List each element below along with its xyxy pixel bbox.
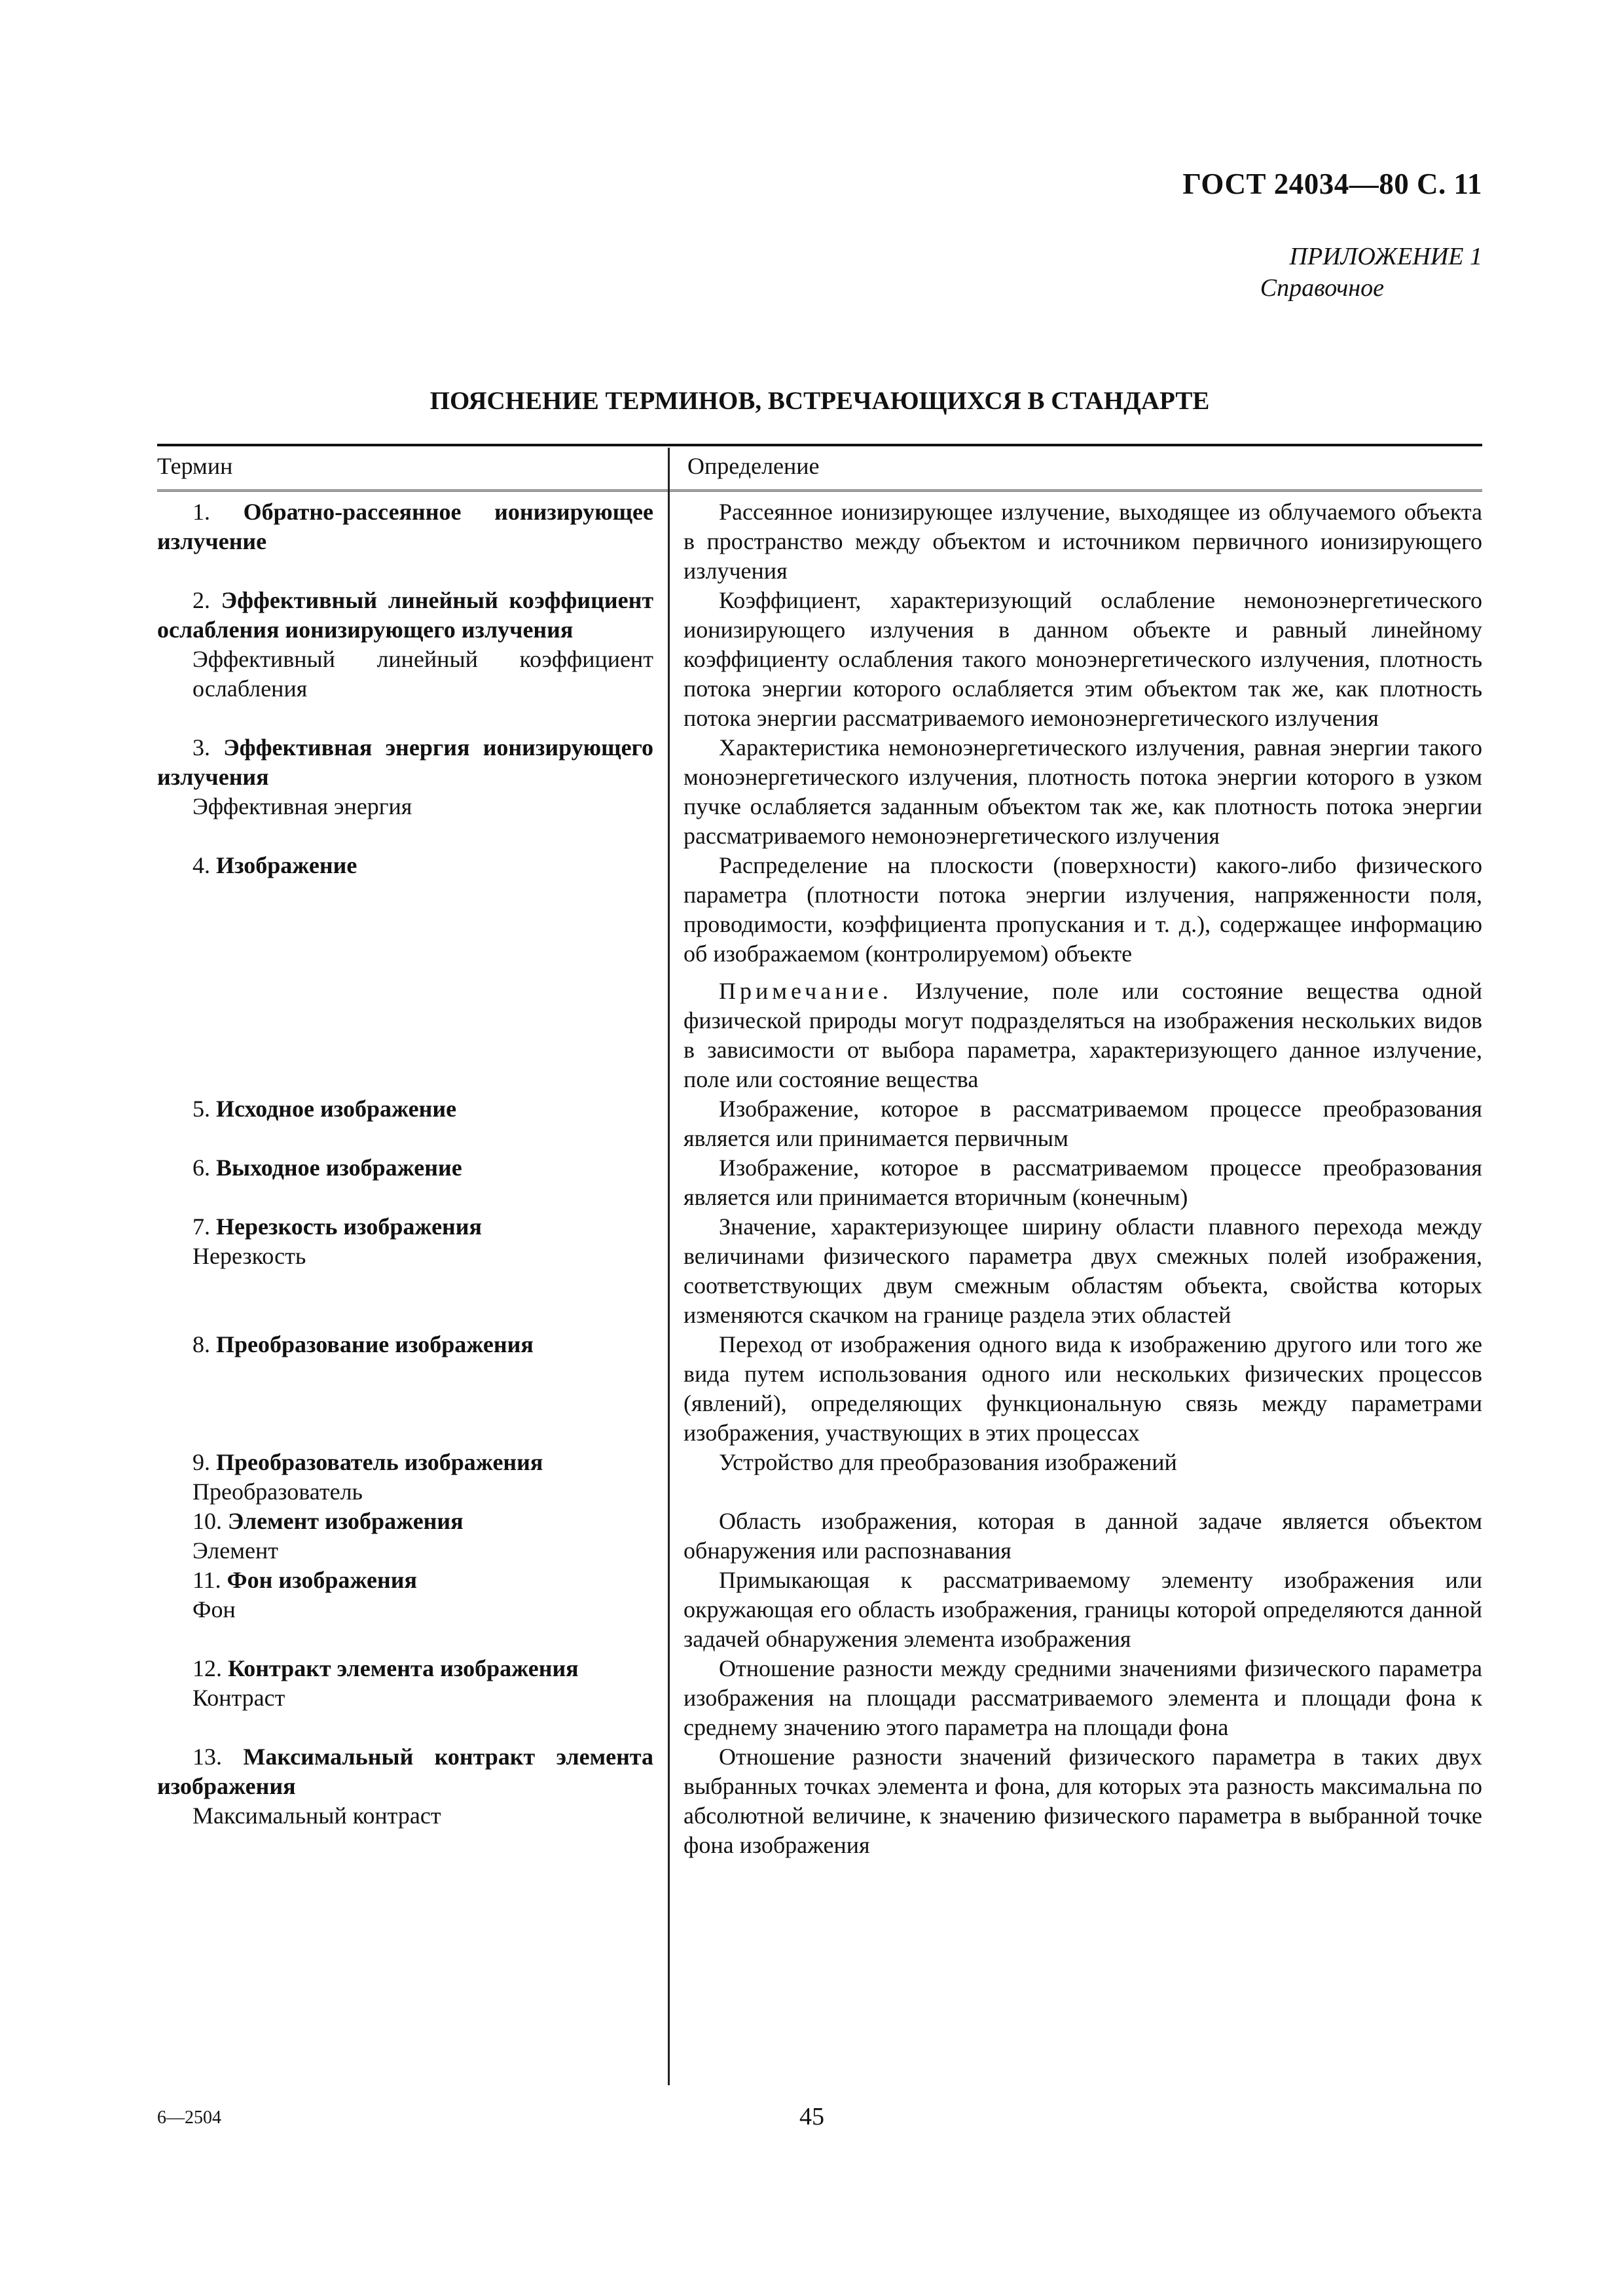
table-row [157,1507,1482,1566]
term-cell [157,851,666,1094]
term-line [157,1566,653,1595]
definition-text: Примыкающая к рассматриваемому элементу изображения или окружающая его область изображения, границы которой определяются данной задачей обнаружения элемента изображения [684,1567,1482,1652]
definition-cell [684,1330,1482,1448]
term-line [157,586,653,645]
definition-cell [684,1654,1482,1742]
term-cell [157,1566,666,1654]
appendix-label [1260,241,1482,304]
term-number: 13. [192,1744,222,1770]
appendix-type: Справочное [1260,274,1384,302]
definition-cell [684,1507,1482,1566]
table-row [157,497,1482,586]
term-line [157,1153,653,1183]
definition-text: Коэффициент, характеризующий ослабление немоноэнергетического ионизирующего излучения в данном объекте и равный линейному коэффициенту ослабления такого моноэнергетического излучения, плотность потока энергии которого ослабляется этим объектом так же, как плотность потока энергии рассматриваемого иемоноэнергетического излучения [684,587,1482,731]
term-number: 3. [192,734,210,761]
table-header-rule [157,490,1482,493]
table-row [157,1742,1482,1860]
term-line [157,1654,653,1683]
term-number: 4. [192,852,210,878]
definition-text: Изображение, которое в рассматриваемом процессе преобразования является или принимается первичным [684,1096,1482,1151]
definition-cell [684,1212,1482,1330]
definition-text: Значение, характеризующее ширину области плавного перехода между величинами физического параметра двух смежных полей изображения, соответствующих двум смежным областям объекта, свойства которых изменяются скачком на границе раздела этих областей [684,1213,1482,1328]
table-row [157,1153,1482,1212]
term-line [157,1212,653,1242]
table-row [157,733,1482,851]
definition-text: Изображение, которое в рассматриваемом процессе преобразования является или принимается вторичным (конечным) [684,1155,1482,1210]
term-cell [157,1448,666,1507]
definition-cell [684,497,1482,586]
term-number: 6. [192,1155,210,1181]
term-line [157,1330,653,1359]
table-row [157,1330,1482,1448]
term-number: 9. [192,1449,210,1475]
term-number: 1. [192,499,210,525]
definition-cell [684,851,1482,1094]
term-line [157,1094,653,1124]
term-cell [157,733,666,851]
term-cell [157,586,666,733]
term-line [157,497,653,556]
definition-note [684,977,1482,1094]
terms-table [157,497,1482,1860]
table-row [157,1448,1482,1507]
table-row [157,1094,1482,1153]
note-text: Излучение, поле или состояние вещества одной физической природы могут подразделяться на изображения нескольких видов в зависимости от выбора параметра, характеризующего данное излучение, поле или состояние вещества [684,978,1482,1092]
table-top-rule [157,444,1482,446]
term-name: Контракт элемента изображения [228,1655,579,1681]
term-line [157,851,653,880]
term-number: 10. [192,1508,222,1534]
term-cell [157,1330,666,1448]
term-synonym: Контраст [192,1685,285,1711]
term-cell [157,1742,666,1860]
definition-cell [684,1448,1482,1507]
term-name: Исходное изображение [216,1096,457,1122]
term-synonym: Фон [192,1596,236,1623]
table-row [157,1566,1482,1654]
column-header-term: Термин [157,453,233,479]
term-name: Эффективная энергия ионизирующего излучения [157,734,654,790]
term-synonym: Эффективный линейный коэффициент ослабления [192,646,653,702]
appendix-title: ПРИЛОЖЕНИЕ 1 [1289,243,1482,270]
term-synonym: Эффективная энергия [192,793,412,819]
term-name: Изображение [216,852,357,878]
term-synonym: Нерезкость [192,1243,306,1269]
definition-text: Отношение разности значений физического параметра в таких двух выбранных точках элемента и фона, для которых эта разность максимальна по абсолютной величине, к значению физического параметра в выбранной точке фона изображения [684,1744,1482,1858]
term-synonym: Преобразователь [192,1479,363,1505]
table-row [157,1654,1482,1742]
definition-cell [684,1742,1482,1860]
term-number: 5. [192,1096,210,1122]
definition-cell [684,1094,1482,1153]
definition-text: Рассеянное ионизирующее излучение, выходящее из облучаемого объекта в пространство между объектом и источником первичного ионизирующего излучения [684,499,1482,584]
term-cell [157,1212,666,1330]
page-number: 45 [799,2103,824,2130]
term-name: Преобразование изображения [216,1331,534,1357]
definition-text: Область изображения, которая в данной задаче является объектом обнаружения или распознавания [684,1508,1482,1564]
table-row [157,586,1482,733]
term-cell [157,497,666,586]
term-name: Максимальный контракт элемента изображения [157,1744,654,1799]
term-number: 12. [192,1655,222,1681]
table-row [157,851,1482,1094]
definition-text: Переход от изображения одного вида к изображению другого или того же вида путем использования одного или нескольких физических процессов (явлений), определяющих функциональную связь между параметрами изображения, участвующих в этих процессах [684,1331,1482,1446]
term-name: Преобразователь изображения [216,1449,543,1475]
term-line [157,733,653,792]
term-number: 7. [192,1213,210,1240]
definition-text: Устройство для преобразования изображений [719,1449,1177,1475]
term-number: 2. [192,587,210,613]
definition-text: Распределение на плоскости (поверхности) какого-либо физического параметра (плотности потока энергии излучения, напряженности поля, проводимости, коэффициента пропускания и т. д.), содержащее информацию об изображаемом (контролируемом) объекте [684,852,1482,967]
term-cell [157,1507,666,1566]
term-name: Обратно-рассеянное ионизирующее излучение [157,499,653,554]
definition-cell [684,1566,1482,1654]
note-label: Примечание. [719,978,892,1004]
term-line [157,1742,653,1801]
term-number: 11. [192,1567,221,1593]
term-name: Эффективный линейный коэффициент ослабления ионизирующего излучения [157,587,654,643]
term-cell [157,1153,666,1212]
term-name: Фон изображения [227,1567,417,1593]
term-number: 8. [192,1331,210,1357]
term-name: Выходное изображение [216,1155,462,1181]
term-line [157,1448,653,1477]
term-cell [157,1094,666,1153]
definition-text: Отношение разности между средними значениями физического параметра изображения на площади рассматриваемого элемента и площади фона к среднему значению этого параметра на площади фона [684,1655,1482,1740]
term-line [157,1507,653,1536]
footer-code: 6—2504 [157,2108,221,2128]
term-synonym: Элемент [192,1537,278,1564]
column-header-definition: Определение [687,453,820,479]
term-cell [157,1654,666,1742]
term-synonym: Максимальный контраст [192,1803,441,1829]
definition-cell [684,1153,1482,1212]
term-name: Элемент изображения [228,1508,464,1534]
document-header: ГОСТ 24034—80 С. 11 [1182,168,1482,200]
definition-text: Характеристика немоноэнергетического излучения, равная энергии такого моноэнергетического излучения, плотность потока энергии которого в узком пучке ослабляется заданным объектом так же, как плотность потока энергии рассматриваемого немоноэнергетического излучения [684,734,1482,849]
term-name: Нерезкость изображения [216,1213,483,1240]
page-title: ПОЯСНЕНИЕ ТЕРМИНОВ, ВСТРЕЧАЮЩИХСЯ В СТАНДАРТЕ [429,387,1210,415]
definition-cell [684,586,1482,733]
definition-cell [684,733,1482,851]
table-row [157,1212,1482,1330]
